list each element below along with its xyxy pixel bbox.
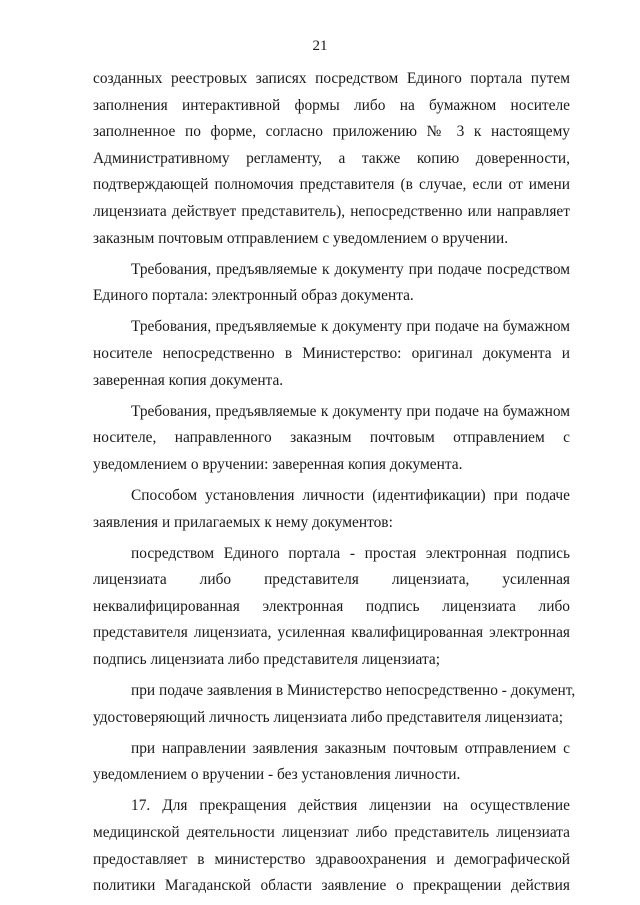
text-line: Способом установления личности (идентификации) при подаче (131, 486, 570, 504)
paragraph-9 (93, 793, 570, 899)
text-line: посредством Единого портала - простая электронная подпись (131, 544, 570, 562)
text-line: подтверждающей полномочия представителя (в случае, если от имени (93, 176, 570, 194)
text-line: заполненное по форме, согласно приложению № 3 к настоящему (93, 123, 570, 141)
paragraph-6 (93, 541, 570, 674)
paragraph-5 (93, 483, 570, 536)
text-line: заявления и прилагаемых к нему документов: (93, 513, 393, 531)
text-line: Единого портала: электронный образ документа. (93, 287, 414, 305)
text-line: заполнения интерактивной формы либо на бумажном носителе (93, 96, 570, 114)
text-line: уведомлением о вручении - без установления личности. (93, 766, 461, 784)
text-line: представителя лицензиата, усиленная квалифицированная электронная (93, 624, 570, 642)
text-line: удостоверяющий личность лицензиата либо представителя лицензиата; (93, 708, 564, 726)
paragraph-2 (93, 257, 570, 310)
text-line: носителе, направленного заказным почтовым отправлением с (93, 429, 570, 447)
text-line: носителе непосредственно в Министерство: оригинал документа и (93, 344, 570, 362)
text-line: Требования, предъявляемые к документу при подаче посредством (131, 260, 570, 278)
text-line: уведомлением о вручении: заверенная копия документа. (93, 455, 463, 473)
text-line: при направлении заявления заказным почтовым отправлением с (131, 739, 570, 757)
text-line: 17. Для прекращения действия лицензии на осуществление (131, 797, 570, 815)
text-line: заказным почтовым отправлением с уведомлением о вручении. (93, 229, 509, 247)
text-line: при подаче заявления в Министерство непосредственно - документ, (131, 682, 576, 700)
text-line: неквалифицированная электронная подпись лицензиата либо (93, 597, 570, 615)
text-line: медицинской деятельности лицензиат либо представитель лицензиата (93, 824, 570, 842)
page-number: 21 (312, 38, 328, 54)
text-line: подпись лицензиата либо представителя лицензиата; (93, 650, 440, 668)
text-line: лицензиата либо представителя лицензиата, усиленная (93, 571, 570, 589)
text-line: Административному регламенту, а также копию доверенности, (93, 149, 570, 167)
text-line: Требования, предъявляемые к документу при подаче на бумажном (131, 402, 570, 420)
text-line: заверенная копия документа. (93, 371, 284, 389)
text-line: политики Магаданской области заявление о прекращении действия (93, 877, 570, 895)
paragraph-7 (93, 678, 576, 731)
text-line: созданных реестровых записях посредством Единого портала путем (93, 70, 570, 87)
paragraph-4 (93, 399, 570, 479)
document-body (93, 66, 576, 904)
paragraph-8 (93, 736, 570, 789)
paragraph-3 (93, 314, 570, 394)
text-line: предоставляет в министерство здравоохранения и демографической (93, 850, 570, 868)
paragraph-1 (93, 66, 570, 252)
text-line: Требования, предъявляемые к документу при подаче на бумажном (131, 318, 570, 336)
text-line: лицензиата действует представитель), непосредственно или направляет (93, 202, 570, 220)
